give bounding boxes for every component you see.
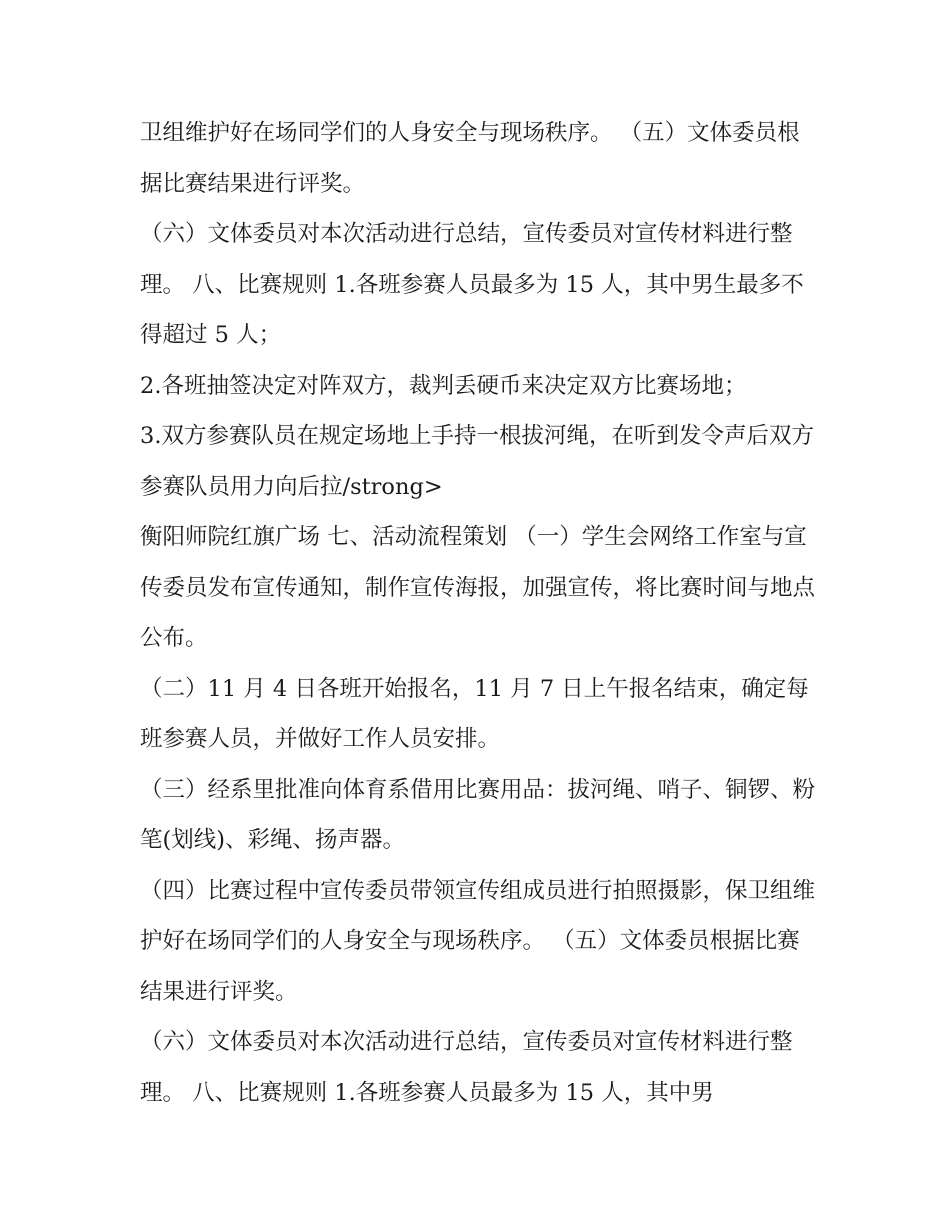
paragraph: 卫组维护好在场同学们的人身安全与现场秩序。 （五）文体委员根据比赛结果进行评奖。 <box>140 120 800 197</box>
paragraph: 衡阳师院红旗广场 七、活动流程策划 （一）学生会网络工作室与宣传委员发布宣传通知，制作宣传海报，加强宣传，将比赛时间与地点公布。 <box>140 524 816 651</box>
document-body <box>140 108 820 1118</box>
paragraph: （六）文体委员对本次活动进行总结，宣传委员对宣传材料进行整理。 八、比赛规则 1.各班参赛人员最多为 15 人，其中男生最多不得超过 5 人； <box>140 221 804 348</box>
paragraph: （六）文体委员对本次活动进行总结，宣传委员对宣传材料进行整理。 八、比赛规则 1.各班参赛人员最多为 15 人，其中男 <box>140 1029 793 1106</box>
paragraph: （三）经系里批准向体育系借用比赛用品：拔河绳、哨子、铜锣、粉笔(划线)、彩绳、扬声器。 <box>140 776 816 853</box>
paragraph: （二）11 月 4 日各班开始报名，11 月 7 日上午报名结束，确定每班参赛人员，并做好工作人员安排。 <box>140 675 809 752</box>
paragraph: 3.双方参赛队员在规定场地上手持一根拔河绳，在听到发令声后双方参赛队员用力向后拉/strong> <box>140 423 814 500</box>
paragraph: 2.各班抽签决定对阵双方，裁判丢硬币来决定双方比赛场地； <box>140 372 747 399</box>
paragraph: （四）比赛过程中宣传委员带领宣传组成员进行拍照摄影，保卫组维护好在场同学们的人身安全与现场秩序。 （五）文体委员根据比赛结果进行评奖。 <box>140 877 816 1005</box>
